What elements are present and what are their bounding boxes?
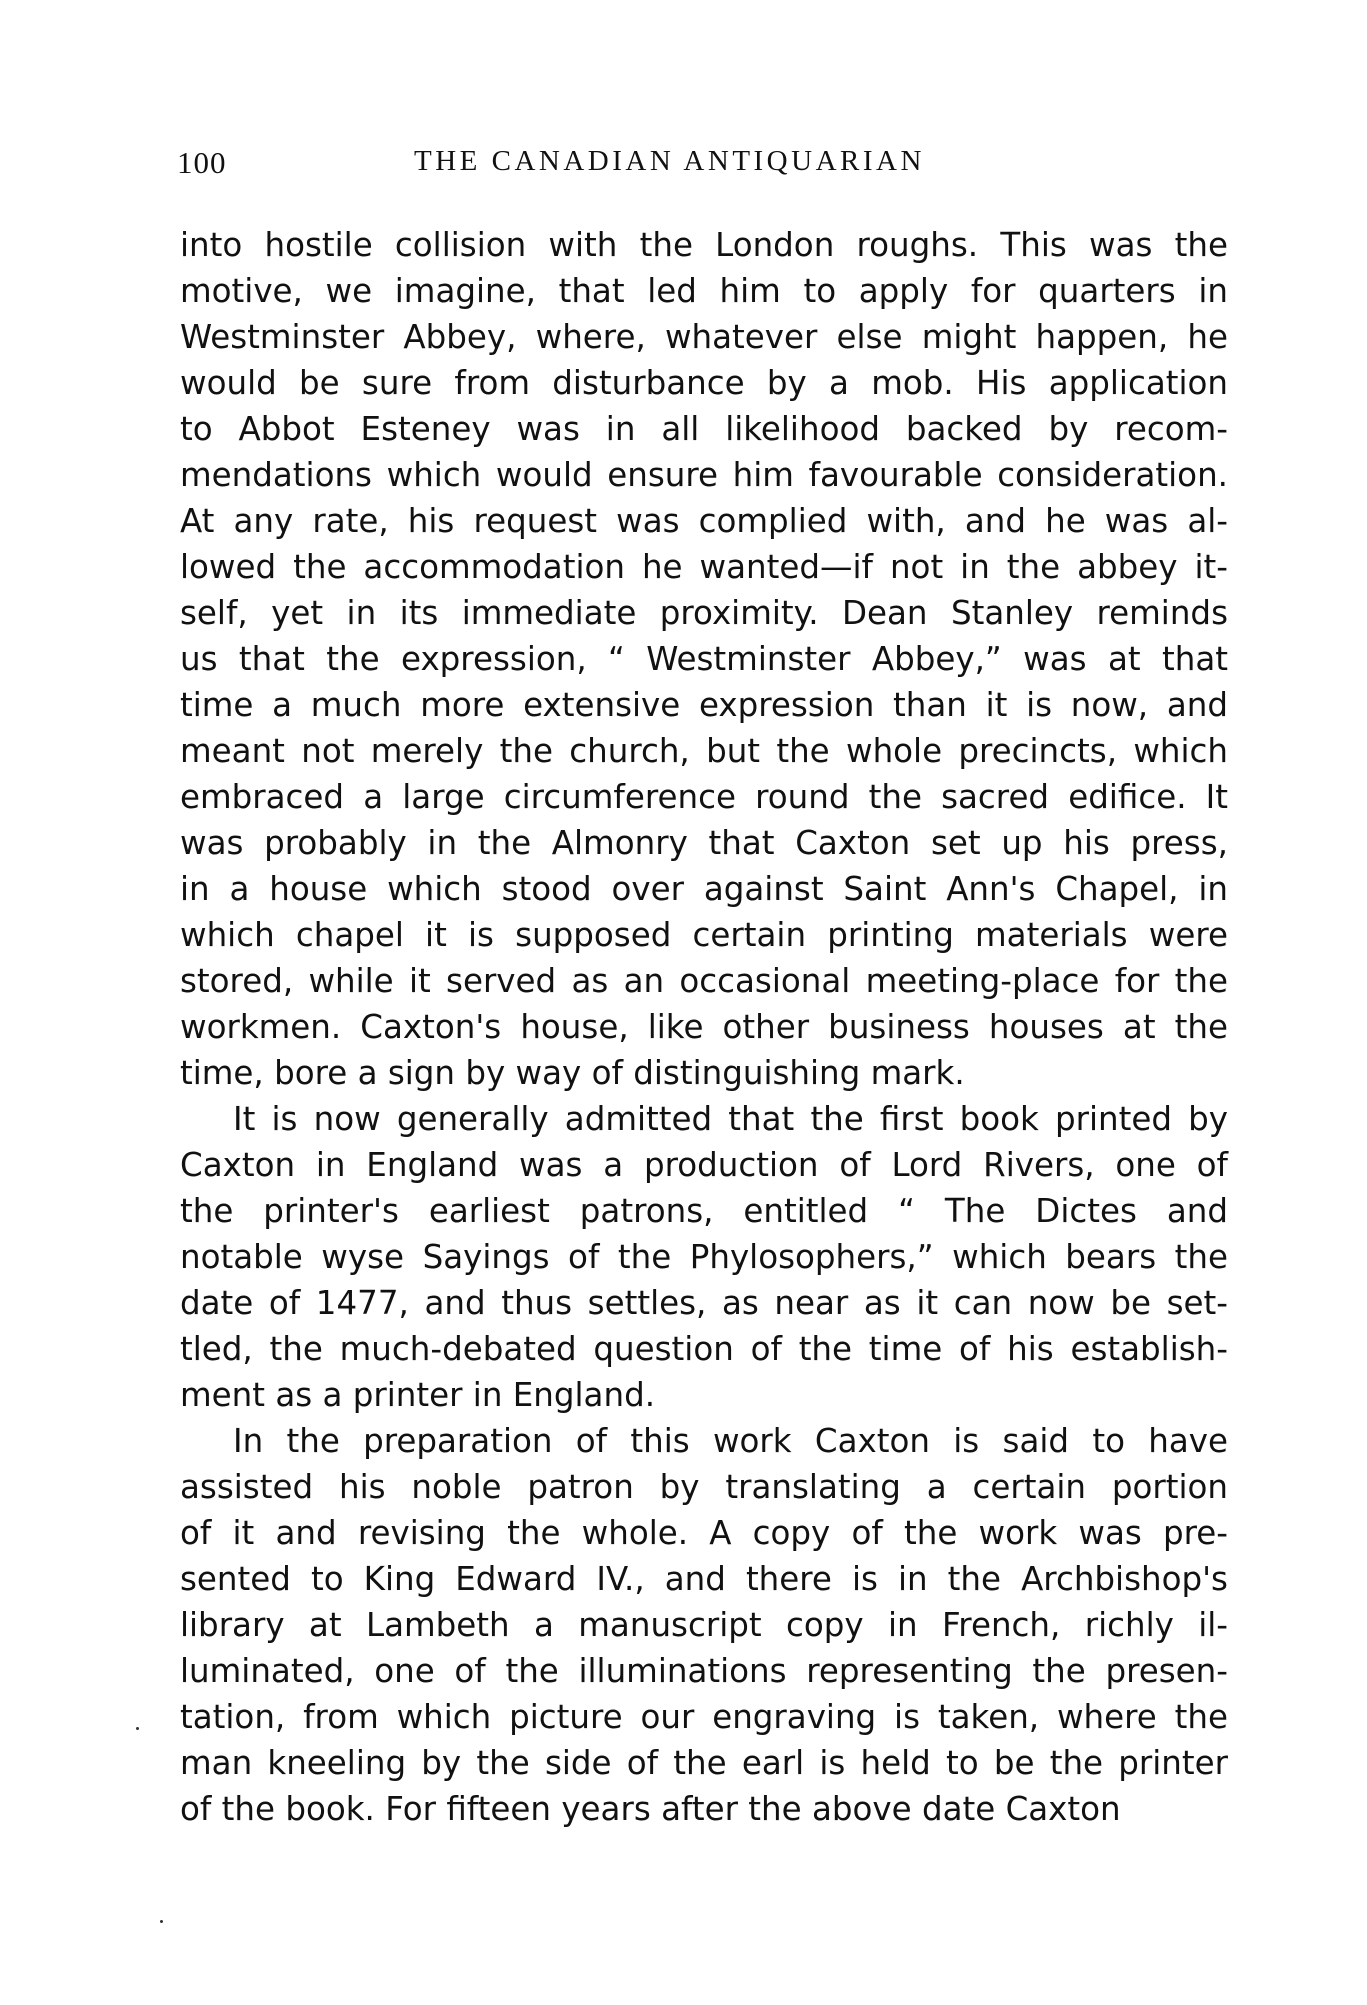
text-line: tation, from which picture our engraving is taken, where the [180,1698,1228,1736]
paragraph [180,222,1228,1096]
text-line: in a house which stood over against Saint Ann's Chapel, in [180,870,1228,908]
paragraph [180,1418,1228,1832]
running-title: THE CANADIAN ANTIQUARIAN [414,145,925,177]
text-line: time a much more extensive expression than it is now, and [180,686,1228,724]
text-line: man kneeling by the side of the earl is held to be the printer [180,1744,1228,1782]
text-line: of it and revising the whole. A copy of the work was pre- [180,1514,1228,1552]
text-line: lowed the accommodation he wanted—if not in the abbey it- [180,548,1228,586]
body-text [180,222,1228,1832]
text-line: At any rate, his request was complied with, and he was al- [180,502,1228,540]
text-line: ment as a printer in England. [180,1376,656,1414]
text-line: library at Lambeth a manuscript copy in French, richly il- [180,1606,1228,1644]
text-line: self, yet in its immediate proximity. Dean Stanley reminds [180,594,1228,632]
text-line: workmen. Caxton's house, like other business houses at the [180,1008,1228,1046]
text-line: In the preparation of this work Caxton is said to have [233,1422,1228,1460]
text-line: Caxton in England was a production of Lord Rivers, one of [180,1146,1228,1184]
paragraph [180,1096,1228,1418]
text-line: tled, the much-debated question of the time of his establish- [180,1330,1228,1368]
text-line: stored, while it served as an occasional meeting-place for the [180,962,1228,1000]
print-speck [136,1727,139,1730]
text-line: luminated, one of the illuminations representing the presen- [180,1652,1228,1690]
text-line: of the book. For fifteen years after the above date Caxton [180,1790,1121,1828]
text-line: embraced a large circumference round the sacred edifice. It [180,778,1228,816]
text-line: motive, we imagine, that led him to apply for quarters in [180,272,1228,310]
text-line: meant not merely the church, but the whole precincts, which [180,732,1228,770]
text-line: to Abbot Esteney was in all likelihood backed by recom- [180,410,1228,448]
text-line: time, bore a sign by way of distinguishing mark. [180,1054,965,1092]
print-speck [160,1920,163,1923]
running-header [177,145,1222,195]
page-number: 100 [177,145,227,180]
text-line: notable wyse Sayings of the Phylosophers,” which bears the [180,1238,1228,1276]
text-line: the printer's earliest patrons, entitled “ The Dictes and [180,1192,1228,1230]
text-line: Westminster Abbey, where, whatever else might happen, he [180,318,1228,356]
text-line: was probably in the Almonry that Caxton set up his press, [180,824,1228,862]
text-line: mendations which would ensure him favourable consideration. [180,456,1228,494]
text-line: assisted his noble patron by translating a certain portion [180,1468,1228,1506]
text-line: date of 1477, and thus settles, as near as it can now be set- [180,1284,1228,1322]
text-line: sented to King Edward IV., and there is in the Archbishop's [180,1560,1228,1598]
text-line: It is now generally admitted that the first book printed by [233,1100,1228,1138]
text-line: would be sure from disturbance by a mob. His application [180,364,1228,402]
text-line: us that the expression, “ Westminster Abbey,” was at that [180,640,1228,678]
text-line: into hostile collision with the London roughs. This was the [180,226,1228,264]
text-line: which chapel it is supposed certain printing materials were [180,916,1228,954]
